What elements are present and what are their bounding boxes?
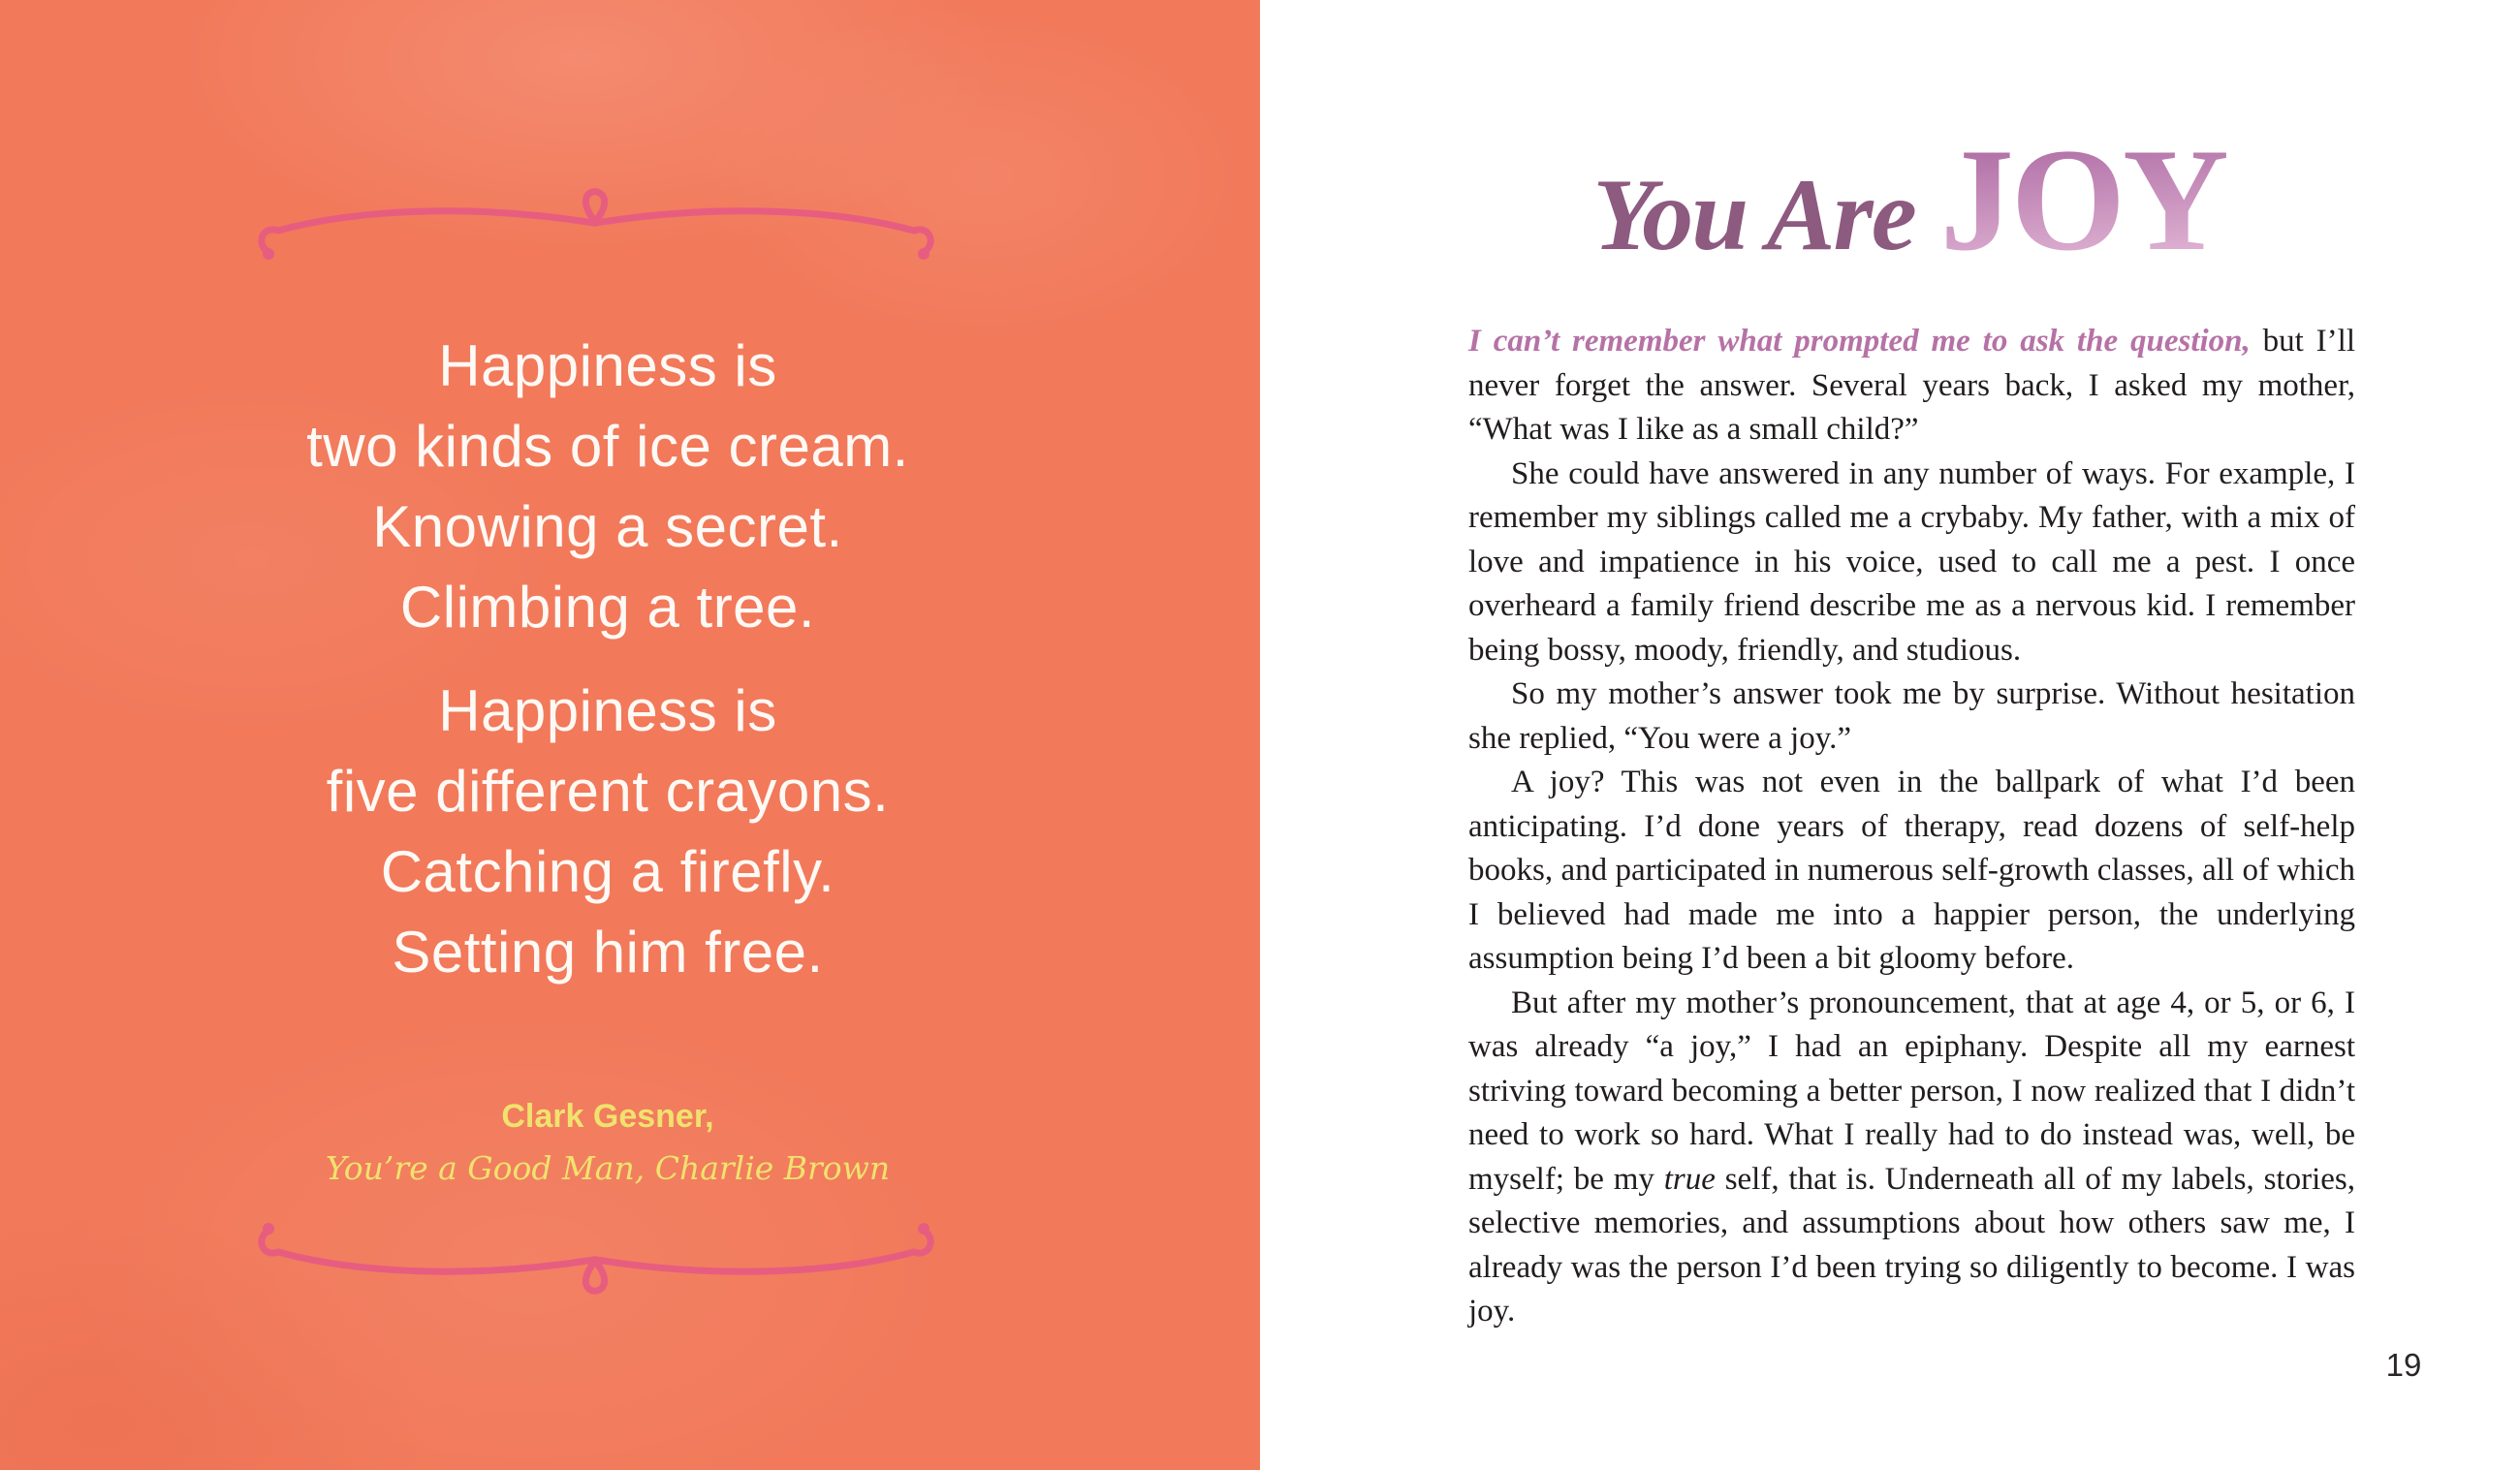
quote-stanza-1 [239, 326, 976, 647]
text-segment: true [1663, 1161, 1716, 1197]
page-number: 19 [2385, 1347, 2422, 1383]
flourish-bottom-icon [249, 1213, 966, 1320]
body-text [1468, 320, 2355, 1334]
body-paragraph [1468, 672, 2355, 761]
quote-stanza-2 [239, 671, 976, 992]
text-segment: self, that is. Underneath all of my labels, stories, selective memories, and assumptions about how others saw me, I already was the person I’d been trying so diligently to become. I was joy. [1468, 1161, 2355, 1329]
quote-line: Happiness is [438, 333, 777, 398]
text-segment: But after my mother’s pronouncement, that at age 4, or 5, or 6, I was already “a joy,” I had an epiphany. Despite all my earnest striving toward becoming a better person, I now realized that I didn’t need to work so hard. What I really had to do instead was, well, be myself; be my [1468, 985, 2355, 1197]
quote-line: Climbing a tree. [399, 575, 816, 640]
quote-source: You’re a Good Man, Charlie Brown [325, 1149, 891, 1187]
flourish-top-icon [249, 163, 966, 269]
quote-block [239, 326, 976, 992]
quote-line: two kinds of ice cream. [306, 414, 909, 479]
body-paragraph [1468, 982, 2355, 1334]
text-segment: So my mother’s answer took me by surprise. Without hesitation she replied, “You were a joy.” [1468, 676, 2355, 756]
title-prefix: You Are [1592, 158, 1915, 271]
quote-author: Clark Gesner, [501, 1098, 714, 1135]
lead-in-text: I can’t remember what prompted me to ask the question, [1468, 324, 2251, 359]
text-segment: A joy? This was not even in the ballpark of what I’d been anticipating. I’d done years of therapy, read dozens of self-help books, and participated in numerous self-growth classes, all of which I believed had made me into a happier person, the underlying assumption being I’d been a bit gloomy before. [1468, 765, 2355, 976]
quote-line: Happiness is [438, 678, 777, 743]
body-paragraph [1468, 453, 2355, 673]
attribution [239, 1093, 976, 1192]
quote-line: Knowing a secret. [372, 494, 843, 559]
quote-line: five different crayons. [326, 759, 890, 824]
title-emphasis: JOY [1939, 118, 2226, 281]
quote-line: Setting him free. [392, 920, 824, 985]
text-segment: but I’ll never forget the answer. Several years back, I asked my mother, “What was I like as a small child?” [1468, 324, 2356, 447]
body-paragraph [1468, 761, 2355, 982]
body-paragraph [1468, 320, 2355, 453]
chapter-title [1415, 118, 2404, 281]
text-segment: She could have answered in any number of ways. For example, I remember my siblings called me a crybaby. My father, with a mix of love and impatience in his voice, used to call me a pest. I once overheard a family friend describe me as a nervous kid. I remember being bossy, moody, friendly, and studious. [1468, 455, 2355, 668]
right-page [1260, 0, 2520, 1470]
quote-line: Catching a firefly. [380, 839, 835, 904]
